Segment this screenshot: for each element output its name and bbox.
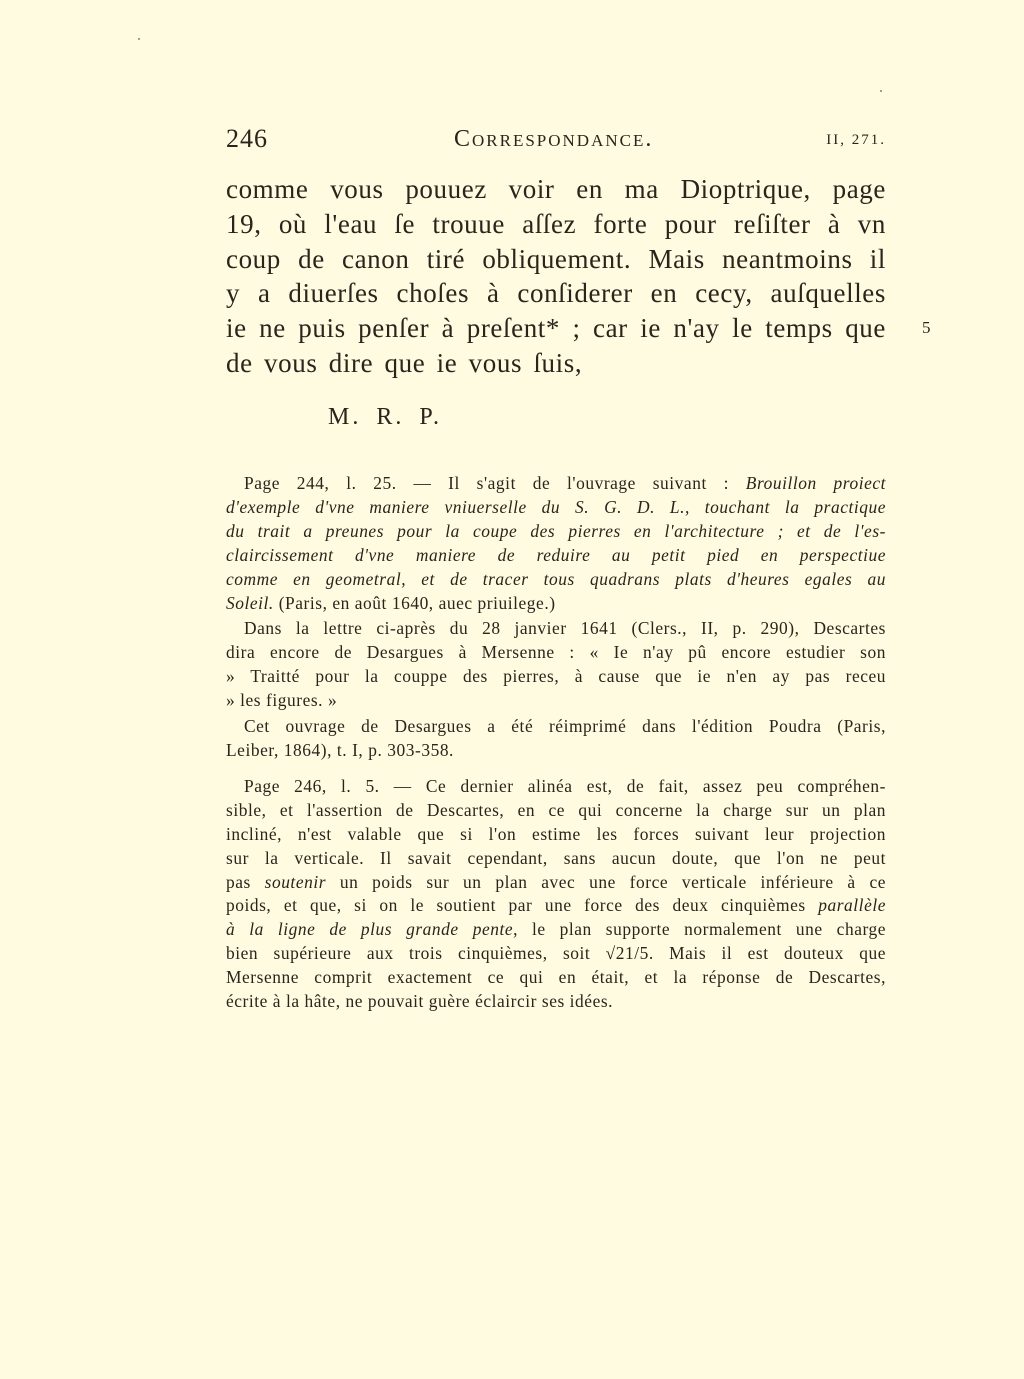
scan-speck [880,90,882,92]
note-text: poids, et que, si on le soutient par une force des deux cinquièmes [226,895,819,916]
note-text: un poids sur un plan avec une force verticale inférieure à ce [326,871,886,892]
note-line: écrite à la hâte, ne pouvait guère éclaircir ses idées. [226,991,614,1012]
note-italic-text: comme en geometral, et de tracer tous quadrans plats d'heures egales au [226,568,886,589]
scan-speck [138,38,140,40]
letter-line: 19, où l'eau ſe trouue aſſez forte pour reſiſter à vn [226,208,886,239]
letter-body [226,172,886,381]
note-text: Page 244, l. 25. — Il s'agit de l'ouvrage suivant : [244,473,746,493]
note-italic-text: d'exemple d'vne maniere vniuerselle du S. G. D. L., touchant la practique [226,496,886,517]
line-number-marker: 5 [922,318,931,337]
note-line: » les figures. » [226,690,338,711]
note-line [226,520,886,544]
note-italic-text: parallèle [818,895,886,916]
note-line [226,568,886,592]
note-italic-text: Soleil. [226,592,274,613]
note-line [226,894,886,918]
note-text: pas [226,871,265,892]
note-line: Cet ouvrage de Desargues a été réimprimé dans l'édition Poudra (Paris, [244,716,886,737]
running-header [226,124,886,160]
note-text: (Paris, en août 1640, auec priuilege.) [273,592,556,613]
note-line: bien supérieure aux trois cinquièmes, soit √21/5. Mais il est douteux que [226,943,886,964]
letter-line: y a diuerſes choſes à conſiderer en cecy, auſquelles [226,278,886,309]
letter-line: comme vous pouuez voir en ma Dioptrique, page [226,174,886,204]
note-italic-text: Brouillon proiect [745,473,886,493]
volume-reference: II, 271. [826,132,886,148]
letter-line: coup de canon tiré obliquement. Mais neantmoins il [226,243,886,274]
note-line: sible, et l'assertion de Descartes, en ce qui concerne la charge sur un plan [226,799,886,820]
note-line: incliné, n'est valable que si l'on estime les forces suivant leur projection [226,823,886,844]
note-line [226,592,886,616]
note-line: sur la verticale. Il savait cependant, sans aucun doute, que l'on ne peut [226,847,886,868]
note-italic-text: soutenir [264,871,327,892]
note-italic-text: à la ligne de plus grande pente [226,919,514,940]
running-title: Correspondance. [454,126,654,152]
note-line [226,544,886,568]
note-line: » Traitté pour la couppe des pierres, à cause que ie n'en ay pas receu [226,666,886,687]
note-line: dira encore de Desargues à Mersenne : « Ie n'ay pû encore estudier son [226,642,886,663]
note-line: Dans la lettre ci-après du 28 janvier 1641 (Clers., II, p. 290), Descartes [244,618,886,639]
signature: M. R. P. [328,404,443,430]
note-line: Leiber, 1864), t. I, p. 303-358. [226,739,454,760]
note-line [226,472,886,496]
note-line: Page 246, l. 5. — Ce dernier alinéa est, de fait, assez peu compréhen- [244,775,886,796]
page-number: 246 [226,124,268,153]
note-italic-text: du trait a preunes pour la coupe des pierres en l'architecture ; et de l'es- [226,520,886,541]
note-line [226,871,886,895]
note-line [226,496,886,520]
note-text: , le plan supporte normalement une charge [513,919,886,940]
letter-line: de vous dire que ie vous ſuis, [226,347,583,378]
note-italic-text: claircissement d'vne maniere de reduire au petit pied en perspectiue [226,544,886,565]
letter-line: ie ne puis penſer à preſent* ; car ie n'ay le temps que [226,313,886,344]
editorial-notes [226,472,886,1014]
note-line [226,918,886,942]
note-line: Mersenne comprit exactement ce qui en était, et la réponse de Descartes, [226,967,886,988]
